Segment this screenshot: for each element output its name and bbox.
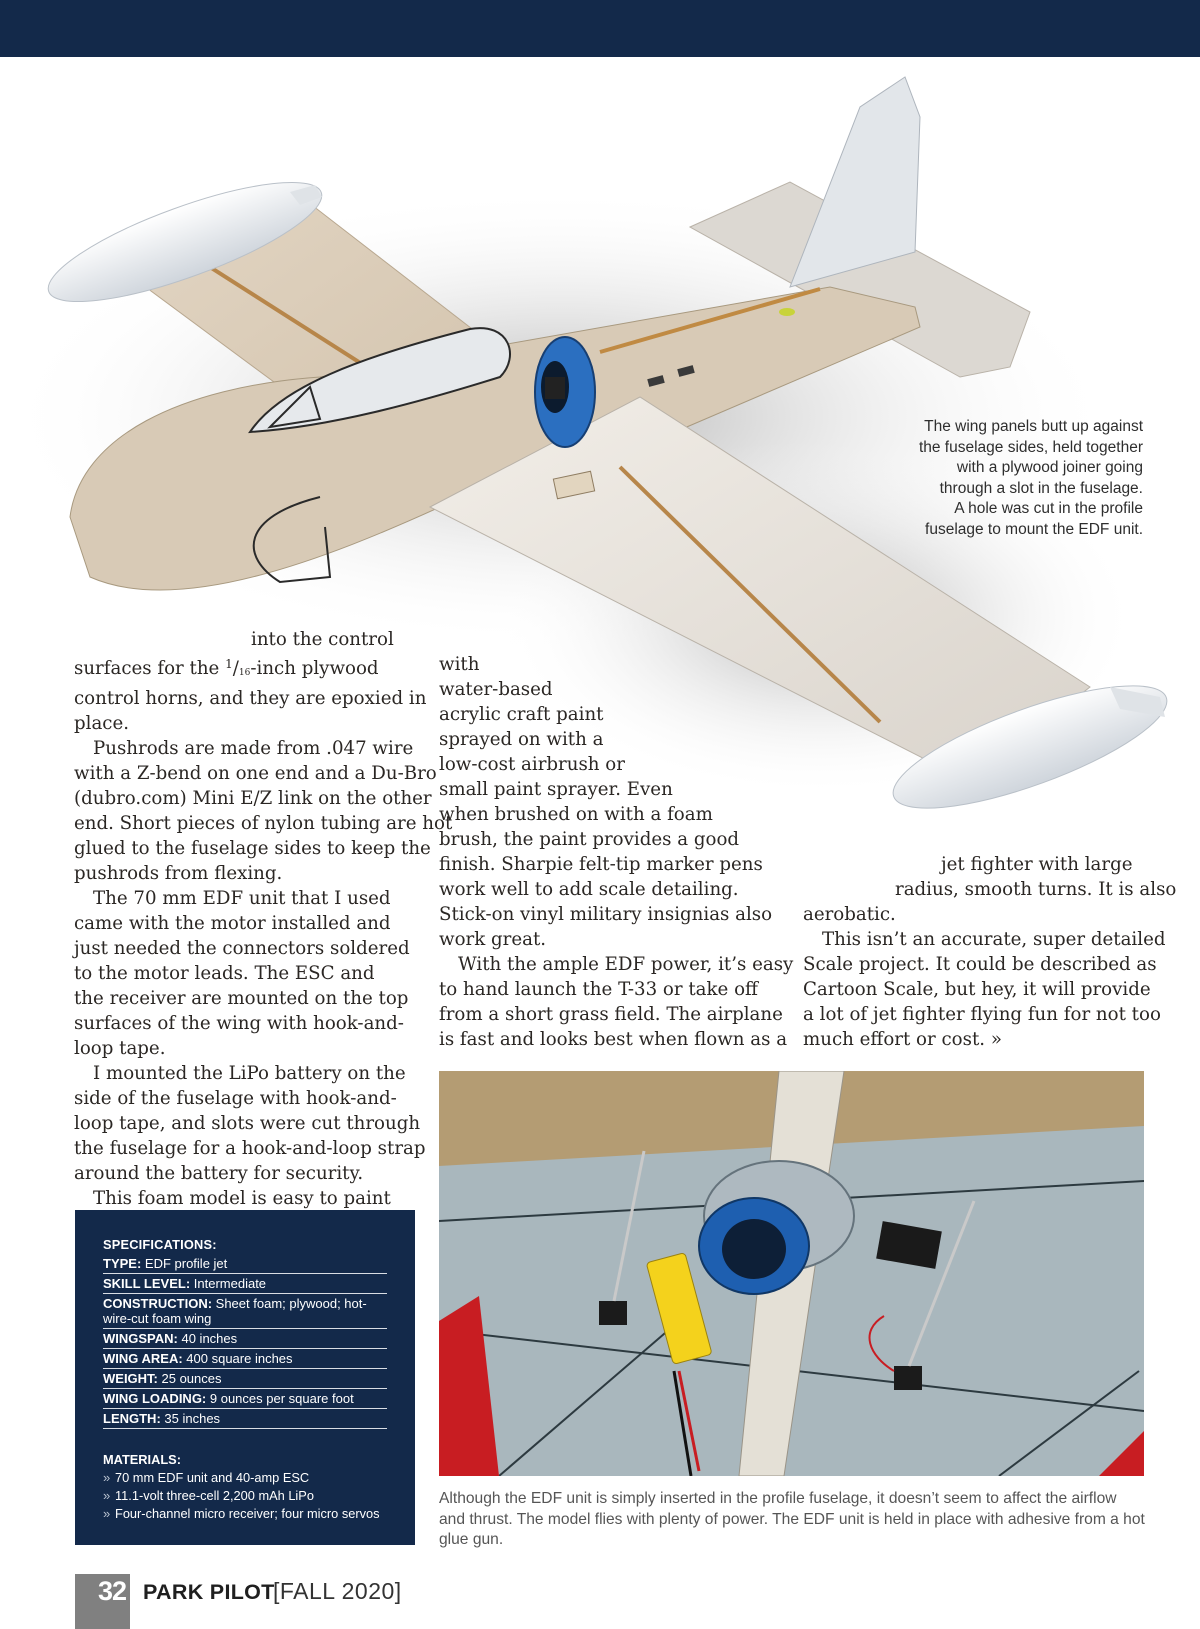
paragraph: This foam model is easy to paint (93, 1188, 391, 1209)
paragraph: With the ample EDF power, it’s easy to hand launch the T-33 or take off from a short grass field. The airplane is fast and looks best when flown as a (439, 954, 794, 1050)
paragraph: with water-based acrylic craft paint sprayed on with a low-cost airbrush or small paint sprayer. Even when brushed on with a foam brush, the paint provides a good finish. Sharpie felt-tip marker pens work well to add scale detailing. Stick-on vinyl military insignias also work great. (439, 654, 773, 950)
spec-row: WEIGHT: 25 ounces (103, 1369, 387, 1389)
paragraph: This isn’t an accurate, super detailed Scale project. It could be described as Cartoon Scale, but hey, it will provide a lot of jet fighter flying fun for not too much effort or cost. » (803, 929, 1166, 1050)
photo-caption-bottom: Although the EDF unit is simply inserted in the profile fuselage, it doesn’t seem to affect the airflow and thrust. The model flies with plenty of power. The EDF unit is held in place with adhesive from a hot glue gun. (439, 1490, 1145, 1549)
paragraph: I mounted the LiPo battery on the side of the fuselage with hook-and- loop tape, and slots were cut through the fuselage for a hook-and-loop strap around the battery for security. (74, 1063, 426, 1184)
article-column-3 (803, 852, 1177, 1052)
spec-row: WING LOADING: 9 ounces per square foot (103, 1389, 387, 1409)
photo-caption-top: The wing panels butt up against the fuselage sides, held together with a plywood joiner going through a slot in the fuselage. A hole was cut in the profile fuselage to mount the EDF unit. (918, 418, 1143, 538)
chevron-bullet-icon: » (103, 1506, 111, 1521)
chevron-bullet-icon: » (103, 1488, 111, 1503)
paragraph: jet fighter with large radius, smooth turns. It is also aerobatic. (803, 854, 1177, 925)
materials-item: » 70 mm EDF unit and 40-amp ESC (103, 1470, 310, 1485)
specifications-heading: SPECIFICATIONS: (103, 1237, 217, 1252)
paragraph: into the control surfaces for the $^1/_{16}$-inch plywood control horns, and they are epoxied in place. (74, 629, 427, 734)
paragraph: The 70 mm EDF unit that I used came with the motor installed and just needed the connectors soldered to the motor leads. The ESC and the receiver are mounted on the top surfaces of the wing with hook-and- loop tape. (74, 888, 410, 1059)
page-number: 32 (98, 1576, 127, 1606)
magazine-name: PARK PILOT (143, 1580, 275, 1604)
specifications-box (75, 1210, 415, 1545)
materials-item: » 11.1-volt three-cell 2,200 mAh LiPo (103, 1488, 314, 1503)
chevron-bullet-icon: » (103, 1470, 111, 1485)
article-column-2 (439, 652, 794, 1052)
issue-date: [FALL 2020] (273, 1578, 402, 1604)
spec-row: LENGTH: 35 inches (103, 1409, 387, 1429)
edf-closeup-photo (439, 1071, 1144, 1476)
spec-row: SKILL LEVEL: Intermediate (103, 1274, 387, 1294)
spec-row: TYPE: EDF profile jet (103, 1254, 387, 1274)
article-column-1 (74, 627, 453, 1211)
paragraph: Pushrods are made from .047 wire with a Z-bend on one end and a Du-Bro (dubro.com) Mini E/Z link on the other end. Short pieces of nylon tubing are hot glued to the fuselage sides to keep the pushrods from flexing. (74, 738, 453, 884)
top-banner (0, 0, 1200, 57)
materials-heading: MATERIALS: (103, 1452, 181, 1467)
spec-row: CONSTRUCTION: Sheet foam; plywood; hot-wire-cut foam wing (103, 1294, 387, 1329)
page-folio (75, 1574, 495, 1629)
materials-item: » Four-channel micro receiver; four micro servos (103, 1506, 380, 1521)
spec-row: WING AREA: 400 square inches (103, 1349, 387, 1369)
spec-row: WINGSPAN: 40 inches (103, 1329, 387, 1349)
